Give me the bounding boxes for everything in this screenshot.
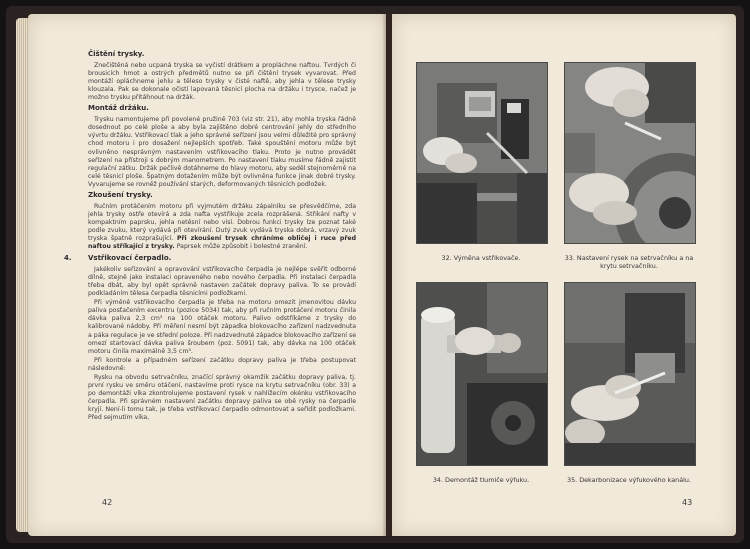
heading-cisteni-trysky: Čištění trysky. — [88, 50, 145, 58]
section-title: Vstřikovací čerpadlo. — [88, 254, 172, 263]
left-page — [28, 14, 386, 536]
figure-33-photo — [564, 62, 696, 244]
figure-32-caption: 32. Výměna vstřikovače. — [441, 254, 521, 262]
paragraph-3-warning: Při zkoušení trysek chráníme obličej i ruce před naftou stříkající z trysky. — [88, 234, 356, 251]
figure-34-photo — [416, 282, 548, 466]
figure-33-caption: 33. Nastavení rysek na setrvačníku a na krytu setrvačníku. — [564, 254, 694, 270]
heading-zkouseni-trysky: Zkoušení trysky. — [88, 190, 153, 199]
page-number-left: 42 — [102, 498, 113, 507]
figure-35-photo — [564, 282, 696, 466]
exhaust-silencer-illustration — [417, 283, 547, 465]
paragraph-5: Při výměně vstřikovacího čerpadla je třeba na motoru omezit jmenovitou dávku paliva posťačením excentru (pozice 5034) tak, aby při ručním protáčení motoru činila dávka paliva 2,3 cm³ na 100 otáček motoru. Palivo odstříkáme z trysky do kalibrované nádoby. Při měření nesmí být západka blokovacího zařízení nadzvednuta a páka regulace je ve střední poloze. Při nadzvednuté západce blokovacího zařízení se omezí startovací dávka paliva šroubem (poz. 5091) tak, aby dávka na 100 otáček motoru činila maximálně 3,5 cm³. — [88, 299, 356, 355]
left-page-text — [64, 48, 356, 423]
paragraph-3-text: Ručním protáčením motoru při vyjmutém držáku zápalníku se přesvědčíme, zda jehla trysky ostře otevírá a zda nafta vystřikuje zcela rozprášená. Střikání nafty v kompaktním paprsku, jehla netěsní nebo visí. Dobrou funkci trysky lze poznat také podle zvuku, který vydává při otevírání. Dutý zvuk vydává tryska dobrá, vrzavý zvuk tryska špatně rozprašující. — [88, 202, 356, 242]
section-heading-vstrikovaci-cerpadlo — [64, 254, 356, 262]
paragraph-3-tail: Paprsek může způsobit i bolestné zranění. — [176, 243, 308, 251]
page-number-right: 43 — [682, 498, 693, 507]
paragraph-1: Znečištěná nebo ucpaná tryska se vyčistí drátkem a propláchne naftou. Tvrdých či brousicích hmot a ostrých předmětů nutno se při čištění trysek vyvarovat. Před montáží opláchneme jehlu a těleso trysky v čisté naftě, aby jehla v tělese trysky klouzala. Pak se dokonale očistí lapovaná těsnicí plocha na držáku i trysce, načež je možno trysku přitáhnout na držák. — [88, 62, 356, 102]
paragraph-2: Trysku namontujeme při povolené pružině 703 (viz str. 21), aby mohla tryska řádně dosednout po celé ploše a aby byla zajištěno dobré centrování jehly do středního vývrtu držáku. Vstřikovací tlak a jeho správné seřízení jsou velmi důležité pro správný chod motoru i pro dosažení nejlepších spotřeb. Také spouštění motoru může být ovlivněno nesprávným nastavením vstřikovacího tlaku. Proto je nutno provádět seřízení na přístroji s dobrým manometrem. Po nastavení tlaku musíme řádně zajistit regulační zátku. Držák pečlivě dotáhneme do hlavy motoru, aby seděl stejnoměrně na celé těsnicí ploše. Špatným dotažením může být ovlivněna funkce jinak dobré trysky. Vyvarujeme se rovněž používání starých, deformovaných těsnicích podložek. — [88, 116, 356, 188]
section-number: 4. — [64, 254, 72, 263]
paragraph-4: Jakékoliv seřizování a opravování vstřikovacího čerpadla je nejlépe svěřit odborné dílně, stejně jako instalaci opraveného nebo nového čerpadla. Při instalaci čerpadla třeba dbát, aby byl opět správně nastaven začátek dopravy paliva. To se provádí podkladáním tělesa čerpadla těsnicími podložkami. — [88, 266, 356, 298]
figure-35-caption: 35. Dekarbonizace výfukového kanálu. — [567, 476, 691, 484]
figure-34-caption: 34. Demontáž tlumiče výfuku. — [432, 476, 530, 484]
right-page — [392, 14, 736, 536]
exhaust-port-decarbonization-illustration — [565, 283, 695, 465]
injector-replacement-illustration — [417, 63, 547, 243]
paragraph-6: Při kontrole a případném seřízení začátku dopravy paliva je třeba postupovat následovně: — [88, 356, 356, 372]
open-book — [6, 6, 744, 543]
paragraph-3 — [88, 203, 356, 251]
figure-32-photo — [416, 62, 548, 244]
heading-montaz-drzaku: Montáž držáku. — [88, 104, 149, 113]
paragraph-7: Rysku na obvodu setrvačníku, značící správný okamžik začátku dopravy paliva, tj. první rysku ve směru otáčení, nastavíme proti rysce na krytu setrvačníku (obr. 33) a po demontáži víka zkontrolujeme postavení rysek v nahlížecím okénku vstřikovacího čerpadla. Při správném nastavení začátku dopravy paliva se obě rysky na čerpadle kryjí. Není-li tomu tak, je třeba vstřikovací čerpadlo odmontovat a seřídit podložkami. Před sejmutím víka, — [88, 373, 356, 421]
flywheel-marks-illustration — [565, 63, 695, 243]
